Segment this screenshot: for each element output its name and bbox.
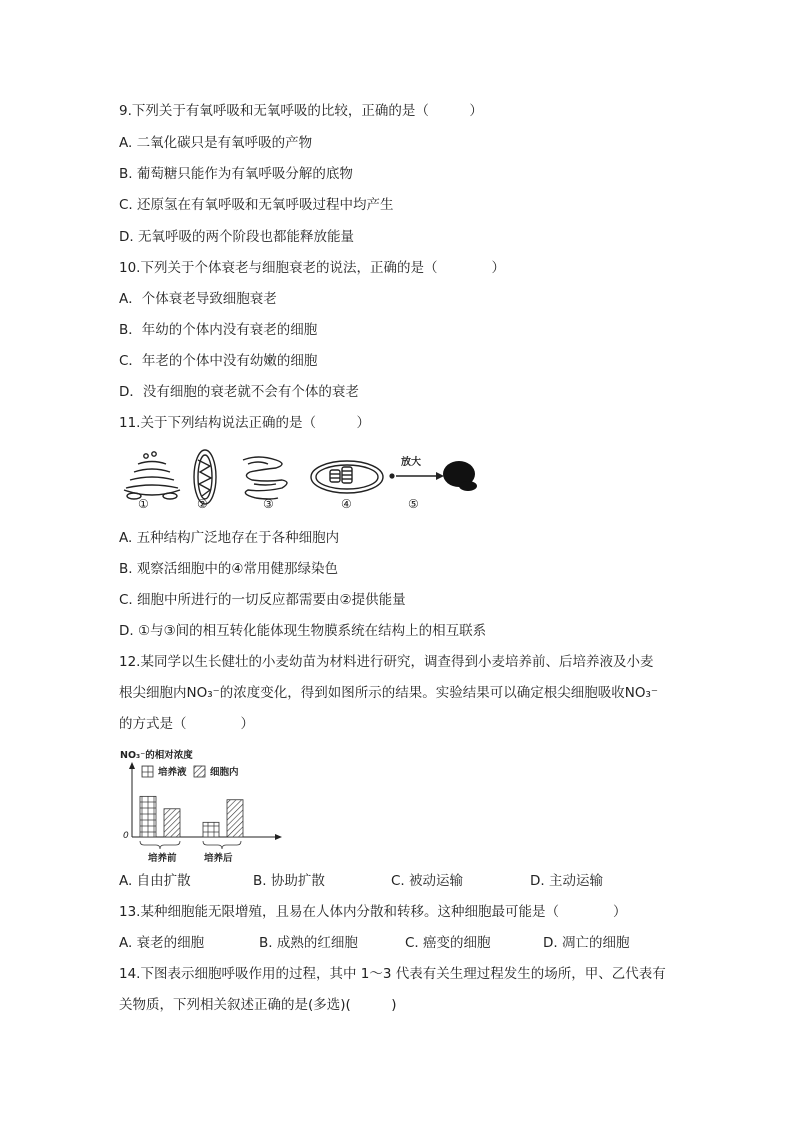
q10-option-b: B．年幼的个体内没有衰老的细胞 (119, 322, 318, 338)
q11-option-d: D. ①与③间的相互转化能体现生物膜系统在结构上的相互联系 (119, 623, 487, 639)
mitochondrion-icon (194, 450, 216, 504)
q12-option-b: B. 协助扩散 (253, 873, 325, 889)
figure-label-1: ① (138, 497, 149, 511)
q11-option-a: A. 五种结构广泛地存在于各种细胞内 (119, 530, 340, 546)
bar-medium-after (203, 822, 219, 837)
figure-label-2: ② (197, 497, 208, 511)
golgi-icon (124, 452, 180, 499)
q12-option-d: D. 主动运输 (530, 873, 603, 889)
bar-cell-before (164, 809, 180, 837)
q12-stem-line-2: 根尖细胞内NO₃⁻的浓度变化，得到如图所示的结果。实验结果可以确定根尖细胞吸收NO₃⁻ (119, 685, 659, 701)
q11-option-b: B. 观察活细胞中的④常用健那绿染色 (119, 561, 338, 577)
legend-label-cell: 细胞内 (210, 767, 239, 778)
figure-label-4: ④ (341, 497, 352, 511)
q11-option-c: C. 细胞中所进行的一切反应都需要由②提供能量 (119, 592, 406, 608)
q12-option-a: A. 自由扩散 (119, 873, 191, 889)
chart-ylabel: NO₃⁻的相对浓度 (120, 750, 193, 761)
endoplasmic-reticulum-icon (243, 457, 287, 499)
q9-option-d: D. 无氧呼吸的两个阶段也都能释放能量 (119, 229, 354, 245)
q12-option-c: C. 被动运输 (391, 873, 464, 889)
legend-swatch-medium (142, 766, 153, 777)
category-label-before: 培养前 (148, 853, 177, 864)
q9-option-b: B. 葡萄糖只能作为有氧呼吸分解的底物 (119, 166, 353, 182)
q9-option-c: C. 还原氢在有氧呼吸和无氧呼吸过程中均产生 (119, 197, 394, 213)
q12-stem-line-1: 12.某同学以生长健壮的小麦幼苗为材料进行研究，调查得到小麦培养前、后培养液及小麦 (119, 654, 654, 670)
enlarge-label: 放大 (401, 457, 421, 468)
q12-stem-line-3: 的方式是（ ） (119, 716, 254, 732)
figure-label-3: ③ (263, 497, 274, 511)
q10-option-c: C．年老的个体中没有幼嫩的细胞 (119, 353, 318, 369)
q10-stem: 10.下列关于个体衰老与细胞衰老的说法，正确的是（ ） (119, 260, 505, 276)
q9-stem: 9.下列关于有氧呼吸和无氧呼吸的比较，正确的是（ ） (119, 103, 483, 119)
q13-option-c: C. 癌变的细胞 (405, 935, 491, 951)
q13-stem: 13.某种细胞能无限增殖，且易在人体内分散和转移。这种细胞最可能是（ ） (119, 904, 627, 920)
no3-concentration-chart (118, 742, 288, 864)
q10-option-a: A．个体衰老导致细胞衰老 (119, 291, 277, 307)
bar-medium-before (140, 796, 156, 837)
q11-stem: 11.关于下列结构说法正确的是（ ） (119, 415, 370, 431)
q13-option-b: B. 成熟的红细胞 (259, 935, 358, 951)
q13-option-d: D. 凋亡的细胞 (543, 935, 630, 951)
organelle-figure (118, 442, 488, 516)
legend-label-medium: 培养液 (158, 767, 187, 778)
chart-origin: 0 (123, 831, 129, 841)
q10-option-d: D．没有细胞的衰老就不会有个体的衰老 (119, 384, 359, 400)
q9-option-a: A. 二氧化碳只是有氧呼吸的产物 (119, 135, 313, 151)
q13-option-a: A. 衰老的细胞 (119, 935, 205, 951)
category-label-after: 培养后 (204, 853, 233, 864)
q14-stem-line-1: 14.下图表示细胞呼吸作用的过程，其中 1～3 代表有关生理过程发生的场所，甲、乙代表有 (119, 966, 666, 982)
legend-swatch-cell (194, 766, 205, 777)
figure-label-5: ⑤ (408, 497, 419, 511)
q14-stem-line-2: 关物质，下列相关叙述正确的是(多选)( ) (119, 997, 397, 1013)
chloroplast-icon (311, 461, 383, 493)
bar-cell-after (227, 800, 243, 837)
